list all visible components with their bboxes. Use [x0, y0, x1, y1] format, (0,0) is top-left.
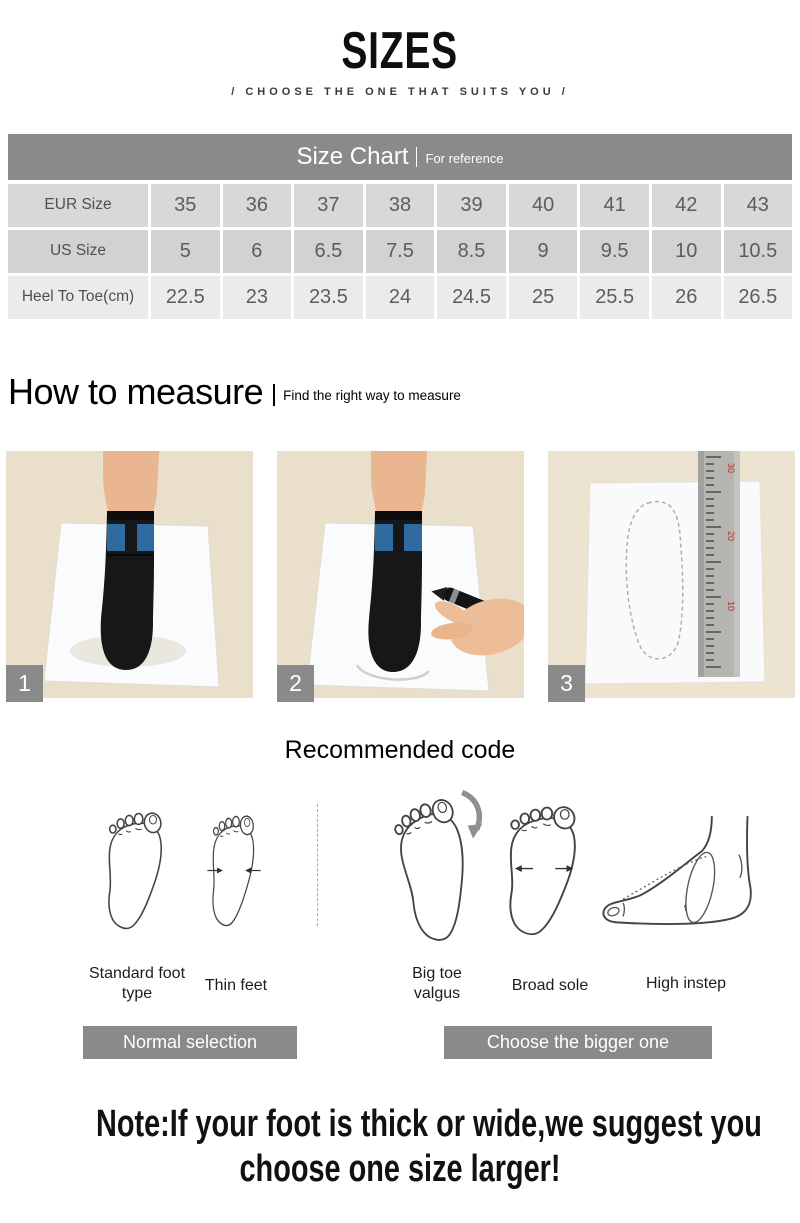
- table-row-heel-to-toe: [8, 276, 792, 319]
- size-cell: 9: [509, 230, 578, 273]
- ruler-on-outline-photo-icon: [548, 451, 795, 698]
- size-cell: 37: [294, 184, 363, 227]
- how-to-measure-subtitle: Find the right way to measure: [283, 388, 461, 404]
- size-chart-header: [8, 134, 792, 180]
- row-label: Heel To Toe(cm): [8, 276, 148, 319]
- svg-text:10: 10: [726, 600, 736, 611]
- standard-foot-diagram-icon: [98, 798, 176, 946]
- page-subtitle: / CHOOSE THE ONE THAT SUITS YOU /: [231, 85, 569, 98]
- size-cell: 25: [509, 276, 578, 319]
- trace-foot-with-pen-photo-icon: [277, 451, 524, 698]
- step-number-badge: 2: [277, 665, 314, 702]
- choose-bigger-one-label: Choose the bigger one: [444, 1026, 712, 1059]
- big-toe-valgus-diagram-icon: [394, 790, 486, 946]
- diagram-group-divider: [317, 804, 318, 926]
- thin-feet-diagram-icon: [197, 798, 271, 946]
- diagram-label-thin-feet: Thin feet: [204, 976, 268, 994]
- size-note: [96, 1102, 762, 1192]
- size-cell: 38: [366, 184, 435, 227]
- size-cell: 10: [652, 230, 721, 273]
- svg-text:30: 30: [726, 462, 736, 473]
- size-cell: 39: [437, 184, 506, 227]
- size-cell: 7.5: [366, 230, 435, 273]
- page-title: SIZES: [341, 22, 459, 80]
- how-to-measure-title: How to measure: [8, 370, 264, 412]
- measure-steps-row: [6, 451, 800, 698]
- size-cell: 8.5: [437, 230, 506, 273]
- size-cell: 35: [151, 184, 220, 227]
- size-cell: 24.5: [437, 276, 506, 319]
- how-to-measure-header: [8, 371, 800, 413]
- measure-step-photo-1: [6, 451, 253, 698]
- diagram-label-big-toe-valgus: Big toe valgus: [412, 964, 462, 1002]
- recommended-title: Recommended code: [284, 735, 516, 764]
- measure-step-photo-2: [277, 451, 524, 698]
- size-cell: 9.5: [580, 230, 649, 273]
- step-number-badge: 1: [6, 665, 43, 702]
- size-cell: 41: [580, 184, 649, 227]
- size-chart-title: Size Chart: [296, 142, 409, 170]
- size-note-line2: choose one size larger!: [239, 1147, 561, 1190]
- size-cell: 6: [223, 230, 292, 273]
- size-cell: 6.5: [294, 230, 363, 273]
- how-to-divider-bar: [273, 384, 275, 406]
- size-cell: 23.5: [294, 276, 363, 319]
- size-cell: 42: [652, 184, 721, 227]
- size-cell: 22.5: [151, 276, 220, 319]
- foot-on-paper-photo-icon: [6, 451, 253, 698]
- size-cell: 26: [652, 276, 721, 319]
- size-cell: 5: [151, 230, 220, 273]
- diagram-label-standard-foot: Standard foot type: [88, 964, 186, 1002]
- size-cell: 36: [223, 184, 292, 227]
- size-cell: 26.5: [724, 276, 793, 319]
- high-instep-diagram-icon: [598, 812, 762, 936]
- size-cell: 10.5: [724, 230, 793, 273]
- normal-selection-label: Normal selection: [83, 1026, 297, 1059]
- recommended-code-section: [0, 728, 800, 1060]
- table-row-eur: [8, 184, 792, 227]
- size-cell: 23: [223, 276, 292, 319]
- row-label: US Size: [8, 230, 148, 273]
- size-cell: 40: [509, 184, 578, 227]
- broad-sole-diagram-icon: [502, 798, 588, 946]
- size-cell: 25.5: [580, 276, 649, 319]
- row-label: EUR Size: [8, 184, 148, 227]
- size-note-line1: Note:If your foot is thick or wide,we suggest you: [96, 1102, 762, 1145]
- size-cell: 24: [366, 276, 435, 319]
- size-chart-note: For reference: [425, 151, 504, 167]
- step-number-badge: 3: [548, 665, 585, 702]
- svg-text:20: 20: [726, 530, 736, 541]
- diagram-label-broad-sole: Broad sole: [511, 976, 589, 994]
- size-chart-divider-bar: [416, 147, 417, 167]
- table-row-us: [8, 230, 792, 273]
- measure-step-photo-3: [548, 451, 795, 698]
- size-chart-table: [8, 134, 792, 319]
- page-header: [0, 0, 800, 98]
- diagram-label-high-instep: High instep: [645, 974, 727, 992]
- size-cell: 43: [724, 184, 793, 227]
